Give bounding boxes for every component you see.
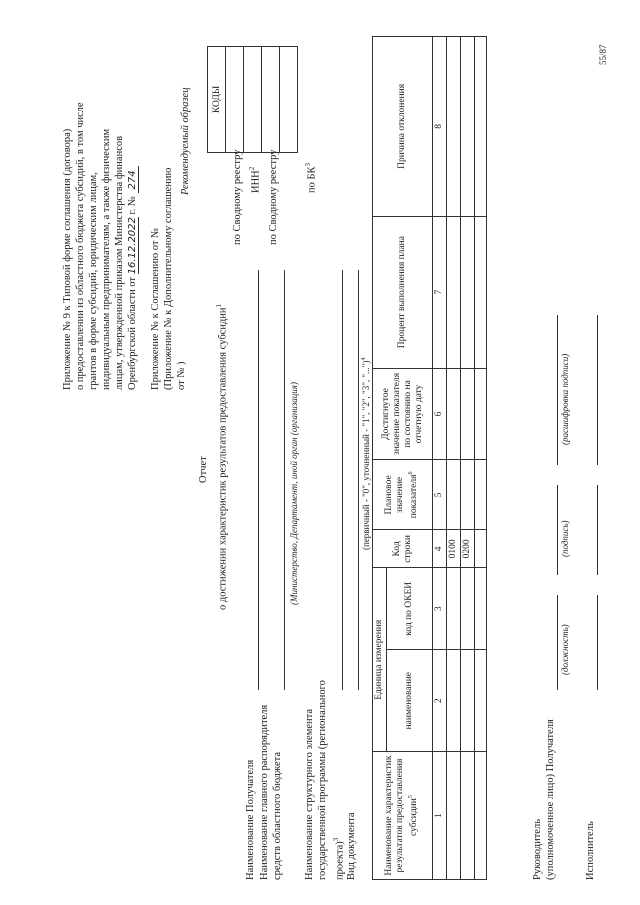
signature-hint: (подпись) (560, 520, 570, 557)
col-number: 1 (433, 752, 447, 880)
signature-line (557, 485, 558, 575)
recipient-label: Наименование Получателя (245, 759, 256, 880)
position-line (557, 595, 558, 690)
decoding-line (557, 315, 558, 465)
struct-label-3: проекта)$^3$ (332, 837, 346, 880)
appendix-line: грантов в форме субсидий, юридическим лицам, (88, 172, 99, 390)
col-number: 3 (433, 568, 447, 650)
col-number: 6 (433, 368, 447, 460)
agreement-ref-line1: Приложение № к Соглашению от № (150, 227, 161, 390)
appendix-line: о предоставлении из областного бюджета субсидий, в том числе (75, 102, 86, 390)
appendix-line: индивидуальным предпринимателям, а также физическим (101, 128, 112, 390)
chief-manager-line (284, 270, 285, 690)
executor-line-3 (597, 315, 598, 465)
col-header-unit-name: наименование (387, 650, 433, 752)
executor-line-1 (597, 595, 598, 690)
codes-header: КОДЫ (208, 47, 226, 153)
position-hint: (должность) (560, 624, 570, 675)
appendix-date-prefix: Оренбургской области от (127, 276, 138, 390)
col-header-plan: Плановое значение показателя$^6$ (373, 460, 433, 530)
code-cell (262, 47, 280, 153)
registry-label: по Сводному реестру (232, 149, 243, 245)
page-number: 55/87 (598, 44, 608, 65)
executor-line-2 (597, 485, 598, 575)
code-cell (244, 47, 262, 153)
appendix-line: лицам, утвержденной приказом Министерства финансов (114, 135, 125, 390)
col-number: 2 (433, 650, 447, 752)
code-cell (226, 47, 244, 153)
report-subtitle: о достижении характеристик результатов предоставления субсидии$^1$ (215, 303, 229, 610)
struct-label-2: государственной программы (регионального (317, 680, 328, 880)
ministry-hint: (Министерство, Департамент, иной орган (организация) (289, 382, 299, 605)
results-table (372, 36, 487, 880)
doc-type-hint: (первичный - "0", уточненный - "1", "2", "3", "...")$^4$ (361, 357, 371, 550)
appendix-date: 16.12.2022 (127, 217, 138, 275)
head-label-2: (уполномоченное лицо) Получателя (545, 719, 556, 880)
appendix-number-prefix: г. № (127, 196, 138, 215)
doc-type-label: Вид документа (346, 812, 357, 880)
inn-label: ИНН$^2$ (248, 166, 262, 193)
code-cell (280, 47, 298, 153)
col-header-achieved: Достигнутое значение показателя по состоянию на отчетную дату (373, 368, 433, 460)
col-header-percent: Процент выполнения плана (373, 216, 433, 368)
row-code: 0100 (447, 530, 461, 568)
col-header-row-code: Код строки (373, 530, 433, 568)
col-header-name: Наименование характеристик результатов предоставления субсидии$^5$ (373, 752, 433, 880)
col-number: 7 (433, 216, 447, 368)
recipient-line (258, 270, 259, 690)
col-header-unit-group: Единица измерения (373, 568, 387, 752)
chief-manager-label-1: Наименование главного распорядителя (259, 704, 270, 880)
agreement-ref-line2: (Приложение № к Дополнительному соглашению (163, 167, 174, 390)
struct-line (342, 270, 343, 690)
col-header-okei: код по ОКЕИ (387, 568, 433, 650)
col-header-reason: Причина отклонения (373, 37, 433, 217)
head-label-1: Руководитель (532, 819, 543, 880)
table-row (475, 37, 487, 880)
col-number: 5 (433, 460, 447, 530)
report-title: Отчет (198, 456, 209, 483)
appendix-line: Приложение № 9 к Типовой форме соглашения (договора) (62, 128, 73, 390)
appendix-line (127, 166, 140, 390)
executor-label: Исполнитель (585, 821, 596, 880)
bk-label: по $БК^3$ (304, 162, 318, 193)
codes-box (207, 46, 298, 153)
decoding-hint: (расшифровка подписи) (560, 353, 570, 445)
col-number: 4 (433, 530, 447, 568)
appendix-number: 274 (127, 166, 139, 193)
chief-manager-label-2: средств областного бюджета (272, 751, 283, 880)
table-row (447, 37, 461, 880)
row-code: 0200 (461, 530, 475, 568)
struct-label-1: Наименование структурного элемента (304, 709, 315, 880)
recommended-sample: Рекомендуемый образец (180, 87, 191, 195)
table-row (461, 37, 475, 880)
col-number: 8 (433, 37, 447, 217)
registry2-label: по Сводному реестру (268, 149, 279, 245)
agreement-ref-line3: от № ) (176, 361, 187, 390)
